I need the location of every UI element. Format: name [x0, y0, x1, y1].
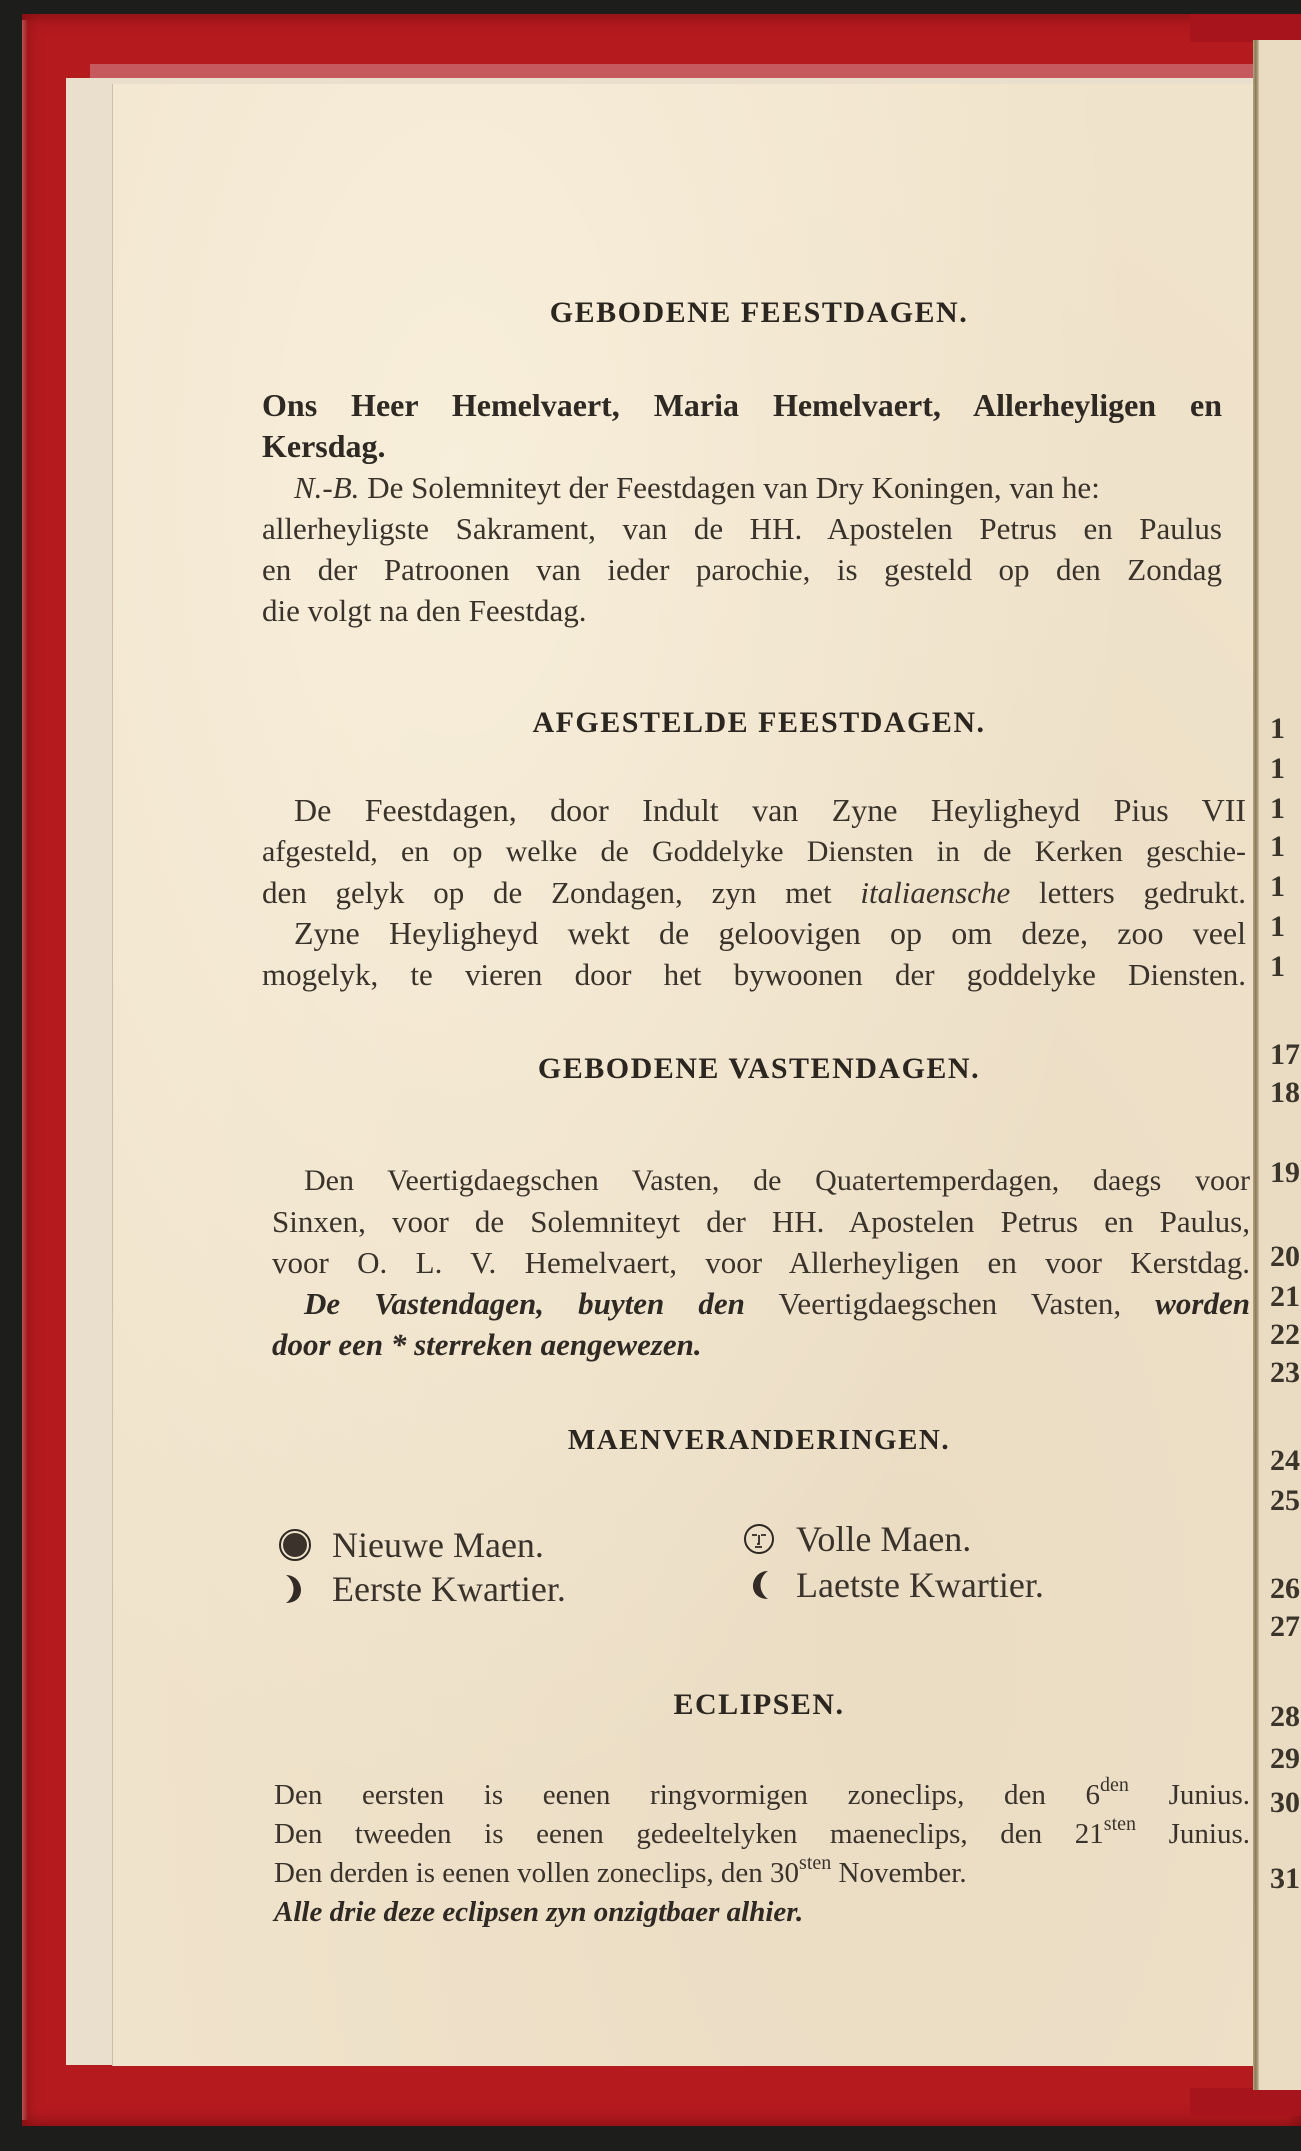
- moon-phase-item: [278, 1568, 566, 1610]
- moon-phase-item: [742, 1518, 971, 1560]
- heading-gebodene-vastendagen: GEBODENE VASTENDAGEN.: [537, 1052, 981, 1085]
- eclipse-day: 21: [1074, 1818, 1104, 1850]
- text-line: [272, 1283, 1250, 1324]
- heading-afgestelde-feestdagen: AFGESTELDE FEESTDAGEN.: [532, 706, 986, 739]
- text-line: allerheyligste Sakrament, van de HH. Apostelen Petrus en Paulus: [262, 511, 1222, 546]
- day-number: 24: [1270, 1444, 1300, 1477]
- day-number: 1: [1270, 950, 1285, 983]
- day-number: 1: [1270, 830, 1285, 863]
- text-line: Den Veertigdaegschen Vasten, de Quatertemperdagen, daegs voor: [304, 1164, 1250, 1197]
- eclipse-month: November.: [831, 1857, 967, 1889]
- text-line: Kersdag.: [262, 428, 386, 464]
- eclipse-month: Junius.: [1136, 1818, 1250, 1850]
- text-line: Ons Heer Hemelvaert, Maria Hemelvaert, Allerheyligen en: [262, 387, 1222, 423]
- text-segment: Veertigdaegschen Vasten,: [744, 1286, 1156, 1321]
- eclipse-day-suffix: sten: [799, 1852, 832, 1874]
- moon-phase-item: [278, 1524, 544, 1566]
- text-line: mogelyk, te vieren door het bywoonen der goddelyke Diensten.: [262, 957, 1246, 992]
- text-line: [262, 872, 1246, 913]
- moon-phase-label: Laetste Kwartier.: [796, 1565, 1044, 1605]
- day-number: 26: [1270, 1572, 1300, 1605]
- day-number: 1: [1270, 712, 1285, 745]
- new-moon-icon: [278, 1528, 312, 1562]
- text-segment: letters gedrukt.: [1010, 875, 1246, 910]
- day-number: 18: [1270, 1076, 1300, 1109]
- eclipse-day-suffix: den: [1100, 1774, 1129, 1796]
- text-line: die volgt na den Feestdag.: [262, 593, 587, 628]
- day-number: 22: [1270, 1318, 1300, 1351]
- eclipse-entry: [274, 1776, 1250, 1815]
- day-number: 19: [1270, 1156, 1300, 1189]
- day-number: 30: [1270, 1786, 1300, 1819]
- day-number: 25: [1270, 1484, 1300, 1517]
- eclipse-text: Den tweeden is eenen gedeeltelyken maeneclips, den: [274, 1818, 1075, 1850]
- section-gebodene-vastendagen: [272, 1160, 1250, 1365]
- italic-segment: worden: [1155, 1286, 1250, 1321]
- moon-phase-label: Nieuwe Maen.: [332, 1525, 544, 1565]
- eclipse-day-suffix: sten: [1103, 1813, 1136, 1835]
- day-number: 17: [1270, 1038, 1300, 1071]
- day-number: 20: [1270, 1240, 1300, 1273]
- section-afgestelde-feestdagen: [262, 790, 1246, 995]
- first-quarter-icon: [278, 1572, 312, 1606]
- day-number: 1: [1270, 910, 1285, 943]
- eclipse-month: Junius.: [1128, 1779, 1250, 1811]
- day-number: 27: [1270, 1610, 1300, 1643]
- moon-phase-label: Eerste Kwartier.: [332, 1569, 566, 1609]
- day-number: 1: [1270, 792, 1285, 825]
- eclipse-text: Den eersten is eenen ringvormigen zoneclips, den: [274, 1779, 1086, 1811]
- day-number: 21: [1270, 1280, 1300, 1313]
- italic-segment: De Vastendagen, buyten den: [304, 1286, 745, 1321]
- text-segment: De Solemniteyt der Feestdagen van Dry Koningen, van he:: [359, 470, 1100, 505]
- text-line: en der Patroonen van ieder parochie, is gesteld op den Zondag: [262, 552, 1222, 587]
- day-number: 1: [1270, 870, 1285, 903]
- cover-edge: [22, 20, 28, 2120]
- day-number: 29: [1270, 1742, 1300, 1775]
- heading-maenveranderingen: MAENVERANDERINGEN.: [567, 1424, 951, 1456]
- day-number: 31: [1270, 1862, 1300, 1895]
- last-quarter-icon: [742, 1568, 776, 1602]
- eclipse-entry: [274, 1815, 1250, 1854]
- page-edge: [112, 84, 113, 2066]
- eclipse-entry: [274, 1854, 1250, 1893]
- facing-page-day-numbers: [1270, 0, 1301, 2151]
- day-number: 23: [1270, 1356, 1300, 1389]
- section-gebodene-feestdagen: [262, 385, 1222, 631]
- nb-label: N.-B.: [294, 470, 360, 505]
- day-number: 1: [1270, 752, 1285, 785]
- full-moon-icon: [742, 1522, 776, 1556]
- eclipse-text: Den derden is eenen vollen zoneclips, den: [274, 1857, 771, 1889]
- text-segment: den gelyk op de Zondagen, zyn met: [262, 875, 861, 910]
- section-eclipsen: [274, 1776, 1250, 1932]
- eclipse-day: 30: [770, 1857, 800, 1889]
- text-line: De Feestdagen, door Indult van Zyne Heyligheyd Pius VII: [294, 792, 1246, 828]
- text-line: Zyne Heyligheyd wekt de geloovigen op om deze, zoo veel: [294, 915, 1246, 951]
- moon-phase-label: Volle Maen.: [796, 1519, 972, 1559]
- text-line: voor O. L. V. Hemelvaert, voor Allerheyligen en voor Kerstdag.: [272, 1245, 1250, 1280]
- nb-line: [262, 467, 1222, 508]
- heading-eclipsen: ECLIPSEN.: [673, 1688, 845, 1721]
- heading-gebodene-feestdagen: GEBODENE FEESTDAGEN.: [549, 296, 969, 329]
- text-line: afgesteld, en op welke de Goddelyke Diensten in de Kerken geschie-: [262, 835, 1246, 868]
- day-number: 28: [1270, 1700, 1300, 1733]
- text-line: Sinxen, voor de Solemniteyt der HH. Apostelen Petrus en Paulus,: [272, 1204, 1250, 1239]
- italic-term: italiaensche: [860, 875, 1011, 910]
- eclipse-day: 6: [1085, 1779, 1101, 1811]
- moon-phase-item: [742, 1564, 1044, 1606]
- eclipse-note: Alle drie deze eclipsen zyn onzigtbaer alhier.: [274, 1896, 804, 1928]
- text-line: door een * sterreken aengewezen.: [272, 1327, 702, 1362]
